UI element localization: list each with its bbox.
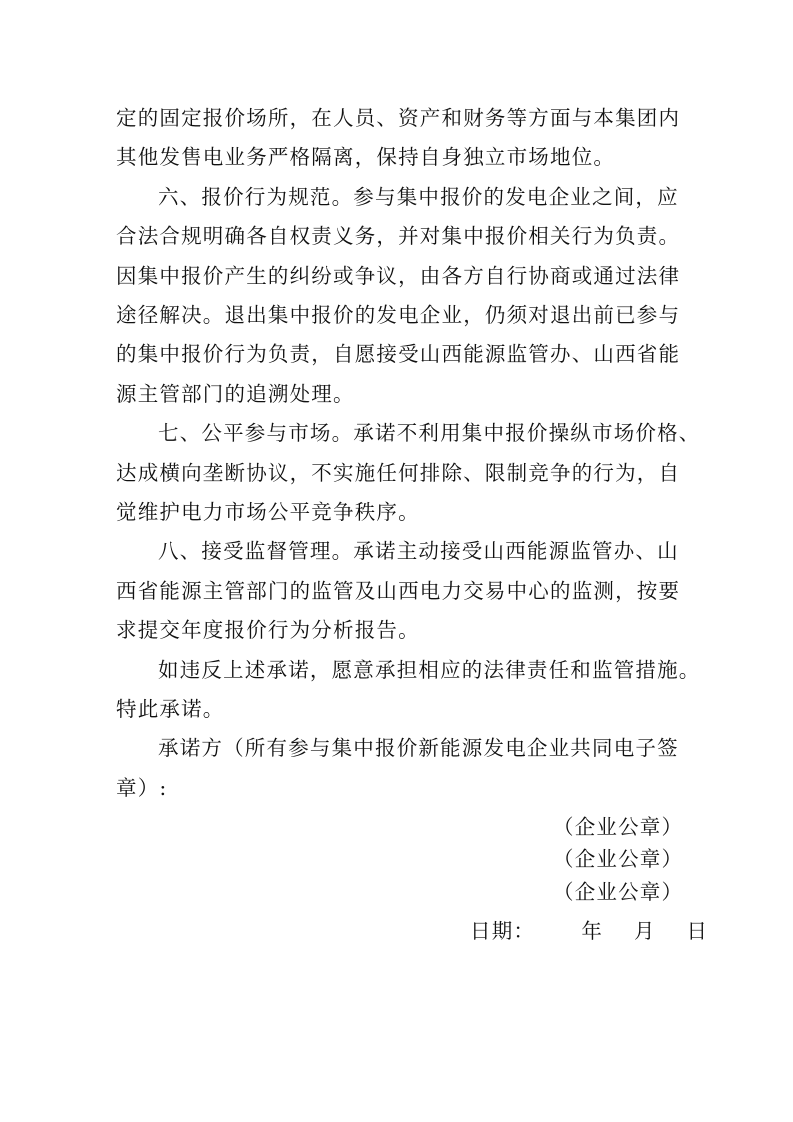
promisor-line-2: 章）: — [116, 776, 168, 800]
promisor-line-1: 承诺方（所有参与集中报价新能源发电企业共同电子签 — [158, 736, 679, 760]
clause-8-line-3: 求提交年度报价行为分析报告。 — [116, 618, 420, 642]
clause-6-line-1: 六、报价行为规范。参与集中报价的发电企业之间，应 — [158, 185, 679, 209]
company-seal-2: （企业公章） — [553, 847, 684, 871]
clause-6-line-2: 合法合规明确各自权责义务，并对集中报价相关行为负责。 — [116, 224, 681, 248]
clause-6-line-6: 源主管部门的追溯处理。 — [116, 382, 355, 406]
clause-8-line-2: 西省能源主管部门的监管及山西电力交易中心的监测，按要 — [116, 579, 681, 603]
clause-7-line-3: 觉维护电力市场公平竞争秩序。 — [116, 500, 420, 524]
clause-6-line-4: 途径解决。退出集中报价的发电企业，仍须对退出前已参与 — [116, 303, 681, 327]
company-seal-1: （企业公章） — [553, 815, 684, 839]
clause-7-line-1: 七、公平参与市场。承诺不利用集中报价操纵市场价格、 — [158, 421, 701, 445]
clause-6-line-3: 因集中报价产生的纠纷或争议，由各方自行协商或通过法律 — [116, 264, 681, 288]
company-seal-3: （企业公章） — [553, 880, 684, 904]
clause-8-line-1: 八、接受监督管理。承诺主动接受山西能源监管办、山 — [158, 539, 679, 563]
clause-7-line-2: 达成横向垄断协议，不实施任何排除、限制竞争的行为，自 — [116, 461, 681, 485]
body-line-1: 定的固定报价场所，在人员、资产和财务等方面与本集团内 — [116, 106, 681, 130]
violation-line-1: 如违反上述承诺，愿意承担相应的法律责任和监管措施。 — [158, 658, 701, 682]
violation-line-2: 特此承诺。 — [116, 697, 225, 721]
clause-6-line-5: 的集中报价行为负责，自愿接受山西能源监管办、山西省能 — [116, 342, 681, 366]
date-line: 日期： 年 月 日 — [470, 919, 709, 943]
body-line-2: 其他发售电业务严格隔离，保持自身独立市场地位。 — [116, 145, 616, 169]
